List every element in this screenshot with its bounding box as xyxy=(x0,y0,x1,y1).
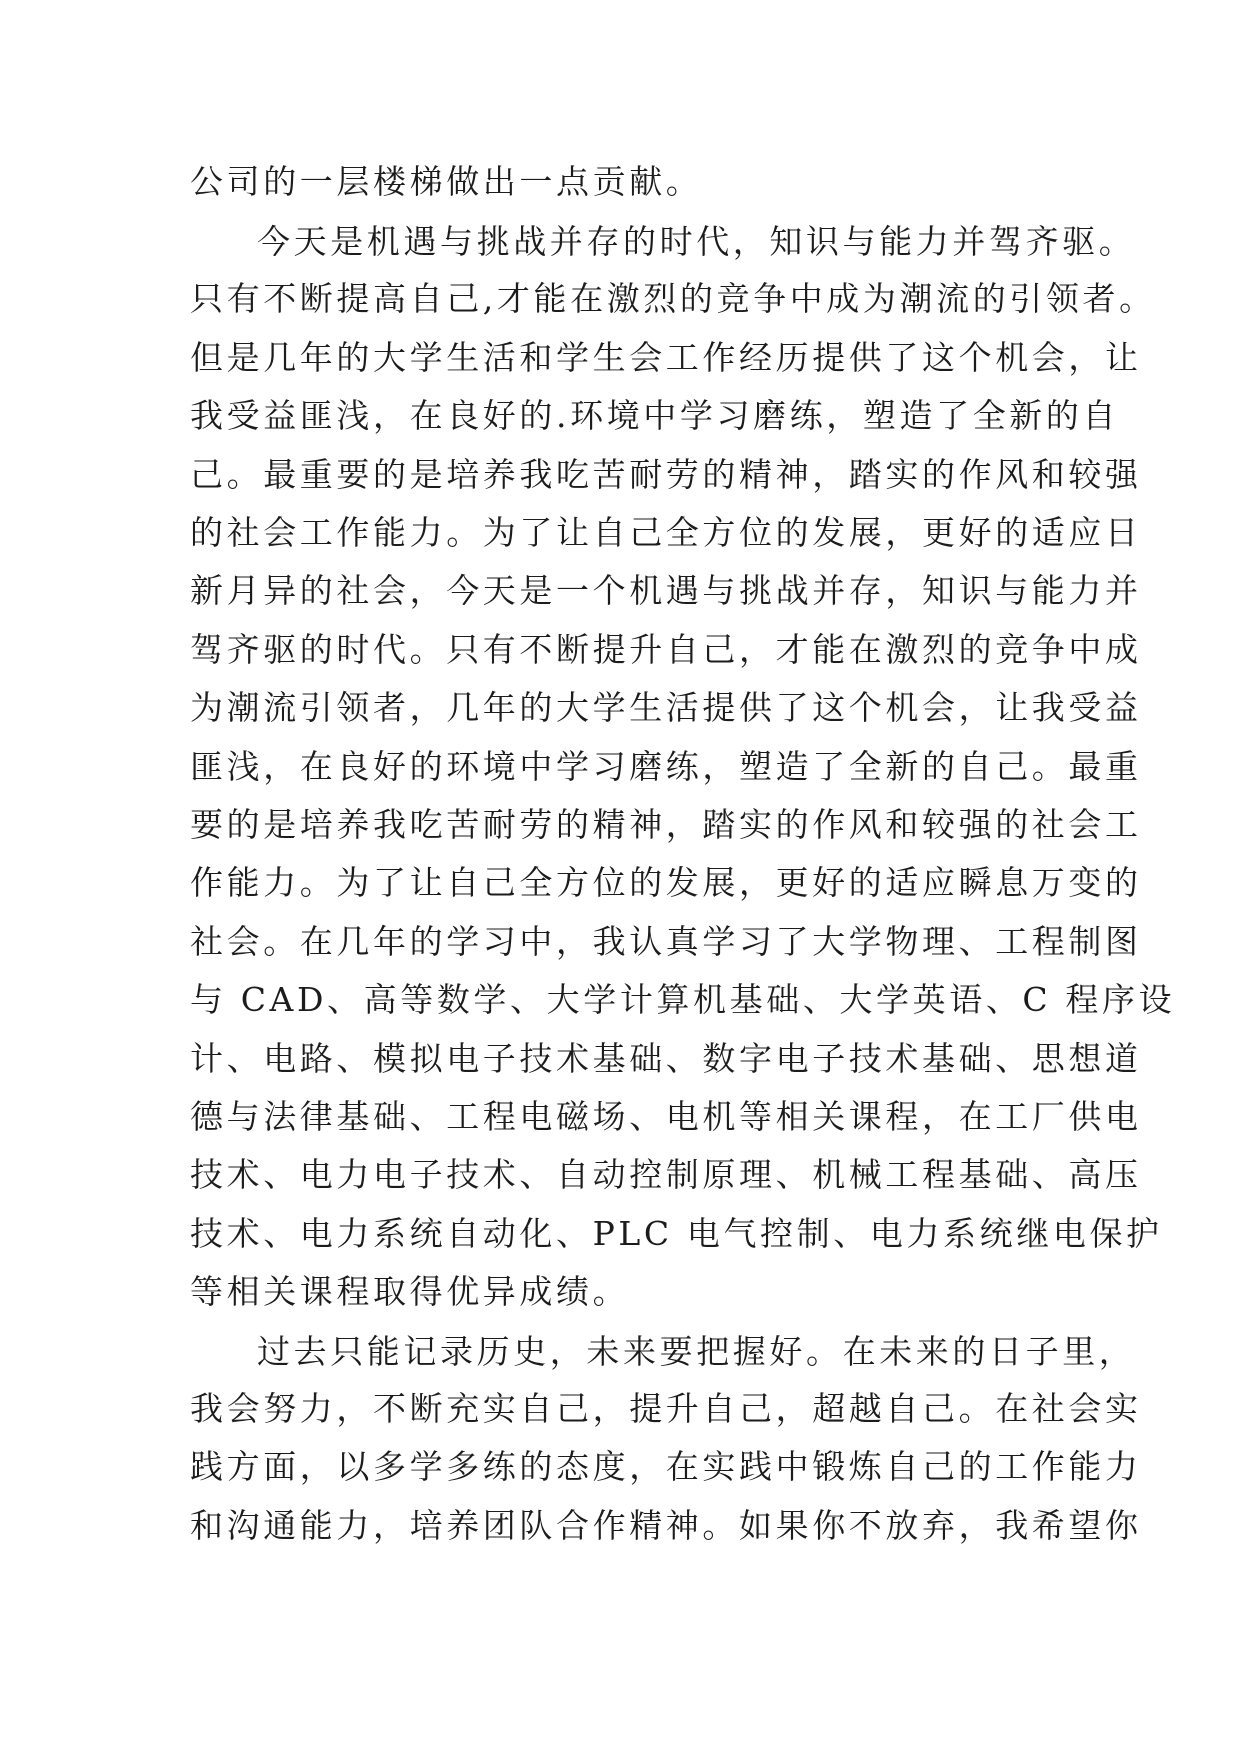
text-line: 技术、电力系统自动化、PLC 电气控制、电力系统继电保护 xyxy=(190,1214,1163,1253)
text-line: 计、电路、模拟电子技术基础、数字电子技术基础、思想道 xyxy=(190,1039,1142,1078)
text-line: 只有不断提高自己,才能在激烈的竞争中成为潮流的引领者。 xyxy=(190,279,1156,318)
text-line: 要的是培养我吃苦耐劳的精神，踏实的作风和较强的社会工 xyxy=(190,805,1142,844)
text-line: 为潮流引领者，几年的大学生活提供了这个机会，让我受益 xyxy=(190,688,1142,727)
text-line: 的社会工作能力。为了让自己全方位的发展，更好的适应日 xyxy=(190,513,1142,552)
text-line: 驾齐驱的时代。只有不断提升自己，才能在激烈的竞争中成 xyxy=(190,630,1142,669)
text-line: 践方面，以多学多练的态度，在实践中锻炼自己的工作能力 xyxy=(190,1447,1142,1486)
text-line: 新月异的社会，今天是一个机遇与挑战并存，知识与能力并 xyxy=(190,571,1142,610)
text-line: 我受益匪浅，在良好的.环境中学习磨练，塑造了全新的自 xyxy=(190,396,1120,435)
text-line: 匪浅，在良好的环境中学习磨练，塑造了全新的自己。最重 xyxy=(190,747,1142,786)
text-line: 但是几年的大学生活和学生会工作经历提供了这个机会，让 xyxy=(190,338,1142,377)
text-line: 公司的一层楼梯做出一点贡献。 xyxy=(190,162,703,201)
text-line: 我会努力，不断充实自己，提升自己，超越自己。在社会实 xyxy=(190,1389,1142,1428)
text-line: 等相关课程取得优异成绩。 xyxy=(190,1272,630,1311)
text-line: 社会。在几年的学习中，我认真学习了大学物理、工程制图 xyxy=(190,922,1142,961)
text-line: 作能力。为了让自己全方位的发展，更好的适应瞬息万变的 xyxy=(190,863,1142,902)
text-line: 德与法律基础、工程电磁场、电机等相关课程，在工厂供电 xyxy=(190,1097,1142,1136)
paragraph-start: 今天是机遇与挑战并存的时代，知识与能力并驾齐驱。 xyxy=(257,222,1136,261)
text-line: 技术、电力电子技术、自动控制原理、机械工程基础、高压 xyxy=(190,1155,1142,1194)
text-line: 和沟通能力，培养团队合作精神。如果你不放弃，我希望你 xyxy=(190,1506,1142,1545)
text-line: 己。最重要的是培养我吃苦耐劳的精神，踏实的作风和较强 xyxy=(190,455,1142,494)
paragraph-start: 过去只能记录历史，未来要把握好。在未来的日子里， xyxy=(257,1332,1136,1371)
text-line: 与 CAD、高等数学、大学计算机基础、大学英语、C 程序设 xyxy=(190,980,1176,1019)
